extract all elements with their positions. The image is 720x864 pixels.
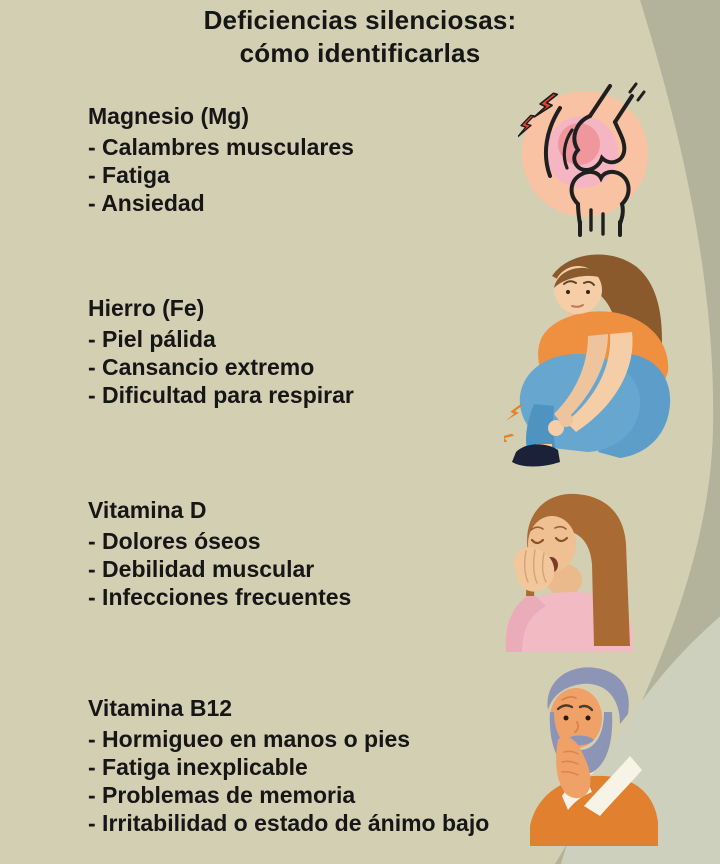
page-title	[0, 4, 720, 70]
nutrient-name: Hierro (Fe)	[88, 295, 205, 321]
symptom-line: - Calambres musculares	[88, 134, 354, 160]
symptom-line: - Piel pálida	[88, 326, 216, 352]
symptom-line: - Fatiga inexplicable	[88, 754, 308, 780]
nutrient-name: Vitamina D	[88, 497, 207, 523]
navy-shoe	[512, 444, 560, 466]
section-vitamina-d	[88, 496, 351, 611]
hand	[559, 413, 573, 427]
symptom-line: - Irritabilidad o estado de ánimo bajo	[88, 810, 490, 836]
yawning-woman-illustration	[502, 488, 642, 652]
nutrient-name: Vitamina B12	[88, 695, 233, 721]
symptom-line: - Dificultad para respirar	[88, 382, 354, 408]
symptom-line: - Ansiedad	[88, 190, 205, 216]
symptom-line: - Debilidad muscular	[88, 556, 315, 582]
knee-joint-pain-illustration	[518, 82, 658, 237]
page-title-line2: cómo identificarlas	[239, 38, 481, 68]
symptom-line: - Fatiga	[88, 162, 170, 188]
tired-woman-holding-ankle-illustration	[504, 246, 678, 478]
nutrient-name: Magnesio (Mg)	[88, 103, 249, 129]
symptom-line: - Infecciones frecuentes	[88, 584, 352, 610]
page-title-line1: Deficiencias silenciosas:	[203, 5, 517, 35]
section-magnesio	[88, 102, 354, 217]
symptom-line: - Hormigueo en manos o pies	[88, 726, 411, 752]
symptom-line: - Cansancio extremo	[88, 354, 315, 380]
worried-man-thinking-illustration	[528, 660, 664, 846]
ankle-pain-spark-icons	[504, 402, 523, 452]
section-vitamina-b12	[88, 694, 489, 837]
section-hierro	[88, 294, 354, 409]
symptom-line: - Problemas de memoria	[88, 782, 356, 808]
symptom-line: - Dolores óseos	[88, 528, 261, 554]
